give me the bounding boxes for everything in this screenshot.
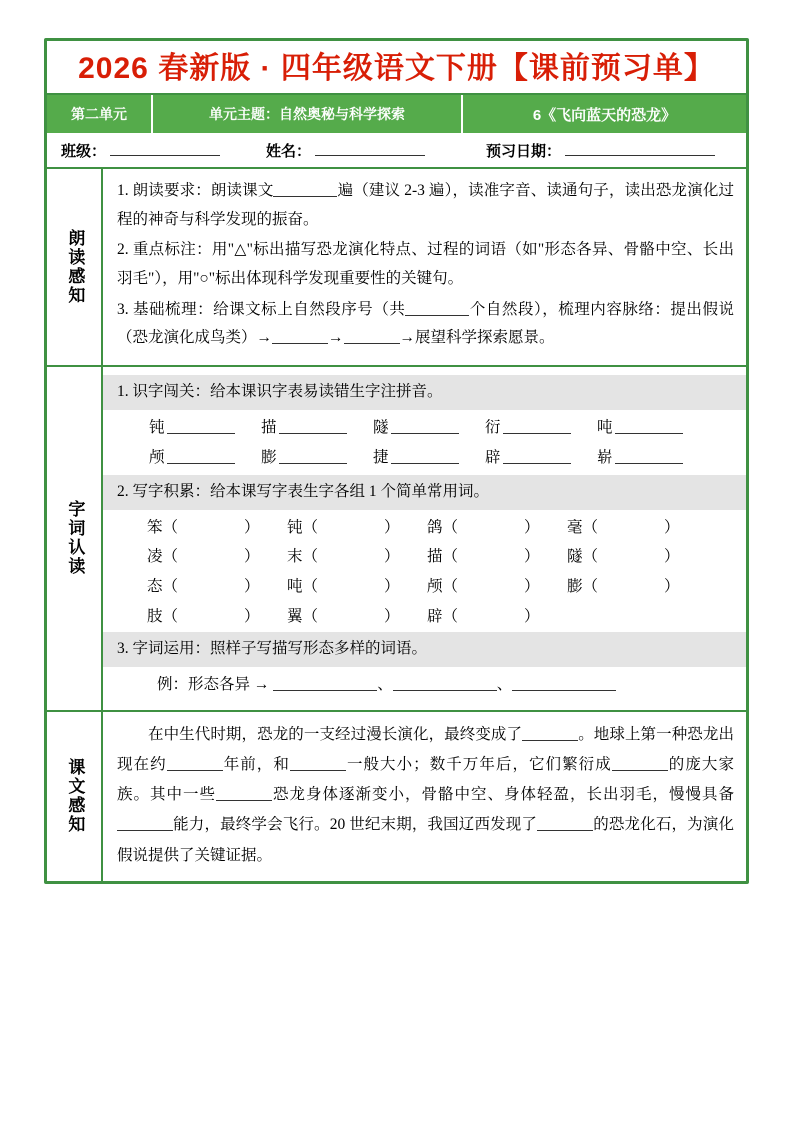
example-blank-1[interactable] (273, 676, 377, 691)
pinyin-blank[interactable] (167, 419, 235, 434)
pinyin-blank[interactable] (391, 419, 459, 434)
word-item[interactable]: 翼（ ） (287, 607, 400, 625)
example-blank-3[interactable] (512, 676, 616, 691)
section-text-body (103, 712, 746, 881)
cloze-blank-5[interactable] (216, 786, 272, 801)
date-field[interactable] (472, 140, 746, 161)
pinyin-blank[interactable] (503, 419, 571, 434)
word-row (117, 543, 734, 572)
section-text-comprehension (47, 712, 746, 881)
pinyin-item[interactable]: 描 (261, 414, 373, 443)
name-blank[interactable] (315, 142, 425, 156)
reading-item-3: 3. 基础梳理：给课文标上自然段序号（共 个自然段），梳理内容脉络：提出假说（恐龙演化成鸟类）→ → →展望科学探索愿景。 (117, 300, 734, 347)
class-blank[interactable] (110, 142, 220, 156)
cloze-blank-2[interactable] (167, 756, 223, 771)
example-row (117, 671, 734, 700)
pinyin-item[interactable]: 膨 (261, 444, 373, 473)
word-item[interactable]: 颅（ ） (427, 578, 540, 596)
word-item[interactable]: 凌（ ） (147, 548, 260, 566)
page-title: 2026 春新版 · 四年级语文下册【课前预习单】 (78, 52, 715, 85)
cloze-blank-4[interactable] (612, 756, 668, 771)
reading-item-2: 2. 重点标注：用"△"标出描写恐龙演化特点、过程的词语（如"形态各异、骨骼中空、长出羽毛"），用"○"标出体现科学发现重要性的关键句。 (117, 241, 734, 288)
word-item[interactable]: 末（ ） (287, 548, 400, 566)
pinyin-item[interactable]: 钝 (149, 414, 261, 443)
date-blank[interactable] (565, 142, 715, 156)
name-label: 姓名： (266, 142, 312, 160)
vocab-subhead-3: 3. 字词运用：照样子写描写形态多样的词语。 (103, 632, 746, 667)
reading-blank-step2[interactable] (344, 329, 400, 344)
title-bar (47, 41, 746, 95)
word-item[interactable]: 辟（ ） (427, 607, 540, 625)
word-row (117, 603, 734, 632)
pinyin-item[interactable]: 捷 (373, 444, 485, 473)
word-item[interactable]: 钝（ ） (287, 518, 400, 536)
word-item[interactable]: 膨（ ） (567, 578, 680, 596)
example-blank-2[interactable] (393, 676, 497, 691)
pinyin-item[interactable]: 颅 (149, 444, 261, 473)
example-sep-2: 、 (496, 676, 513, 694)
reading-blank-times[interactable] (273, 182, 337, 197)
pinyin-item[interactable]: 崭 (597, 444, 709, 473)
section-label-vocabulary: 字词认读 (47, 367, 103, 710)
pinyin-blank[interactable] (279, 449, 347, 464)
section-reading (47, 169, 746, 367)
pinyin-row (117, 444, 734, 473)
example-sep-1: 、 (377, 676, 393, 694)
reading-blank-paragraphs[interactable] (405, 301, 469, 316)
word-item[interactable]: 态（ ） (147, 578, 260, 596)
section-vocabulary-body (103, 367, 746, 710)
vocab-subhead-2: 2. 写字积累：给本课写字表生字各组 1 个简单常用词。 (103, 475, 746, 510)
section-label-text: 课文感知 (47, 712, 103, 881)
word-item[interactable]: 毫（ ） (567, 518, 680, 536)
lesson-title: 6《飞向蓝天的恐龙》 (532, 106, 677, 124)
cloze-blank-6[interactable] (117, 816, 173, 831)
cloze-blank-3[interactable] (290, 756, 346, 771)
unit-band (47, 95, 746, 133)
pinyin-blank[interactable] (279, 419, 347, 434)
pinyin-item[interactable]: 隧 (373, 414, 485, 443)
section-reading-body (103, 169, 746, 365)
pinyin-blank[interactable] (503, 449, 571, 464)
word-row (117, 514, 734, 543)
section-vocabulary (47, 367, 746, 712)
class-field[interactable] (47, 140, 252, 161)
pinyin-item[interactable]: 辟 (485, 444, 597, 473)
word-row (117, 573, 734, 602)
class-label: 班级： (61, 142, 107, 160)
word-item[interactable]: 吨（ ） (287, 578, 400, 596)
pinyin-blank[interactable] (615, 449, 683, 464)
student-info-row (47, 133, 746, 169)
worksheet-sheet (44, 38, 749, 884)
pinyin-blank[interactable] (167, 449, 235, 464)
pinyin-blank[interactable] (391, 449, 459, 464)
date-label: 预习日期： (486, 142, 562, 160)
cloze-paragraph: 在中生代时期，恐龙的一支经过漫长演化，最终变成了 。地球上第一种恐龙出现在约 年前，和 一般大小；数千万年后，它们繁衍成 的庞大家族。其中一些 恐龙身体逐渐变小，骨骼中空、身体轻盈，长出羽毛，慢慢具备能力，最终学会飞行。20 世纪末期，我国辽西发现了 的恐龙化石，为演化假说提供了关键证据。 (117, 725, 734, 864)
name-field[interactable] (252, 140, 472, 161)
vocab-subhead-1: 1. 识字闯关：给本课识字表易读错生字注拼音。 (103, 375, 746, 410)
pinyin-row (117, 414, 734, 443)
cloze-blank-1[interactable] (522, 726, 578, 741)
cloze-blank-7[interactable] (537, 816, 593, 831)
pinyin-item[interactable]: 吨 (597, 414, 709, 443)
word-item[interactable]: 肢（ ） (147, 607, 260, 625)
pinyin-blank[interactable] (615, 419, 683, 434)
example-prefix: 例：形态各异 → (157, 676, 270, 694)
word-item[interactable]: 隧（ ） (567, 548, 680, 566)
unit-number: 第二单元 (47, 95, 153, 133)
word-item[interactable]: 鸽（ ） (427, 518, 540, 536)
reading-blank-step1[interactable] (272, 329, 328, 344)
pinyin-item[interactable]: 衍 (485, 414, 597, 443)
word-item[interactable]: 描（ ） (427, 548, 540, 566)
unit-theme: 单元主题：自然奥秘与科学探索 (153, 95, 463, 133)
section-label-reading: 朗读感知 (47, 169, 103, 365)
reading-item-1: 1. 朗读要求：朗读课文 遍（建议 2-3 遍），读准字音、读通句子，读出恐龙演化过程的神奇与科学发现的振奋。 (117, 182, 734, 228)
word-item[interactable]: 笨（ ） (147, 518, 260, 536)
